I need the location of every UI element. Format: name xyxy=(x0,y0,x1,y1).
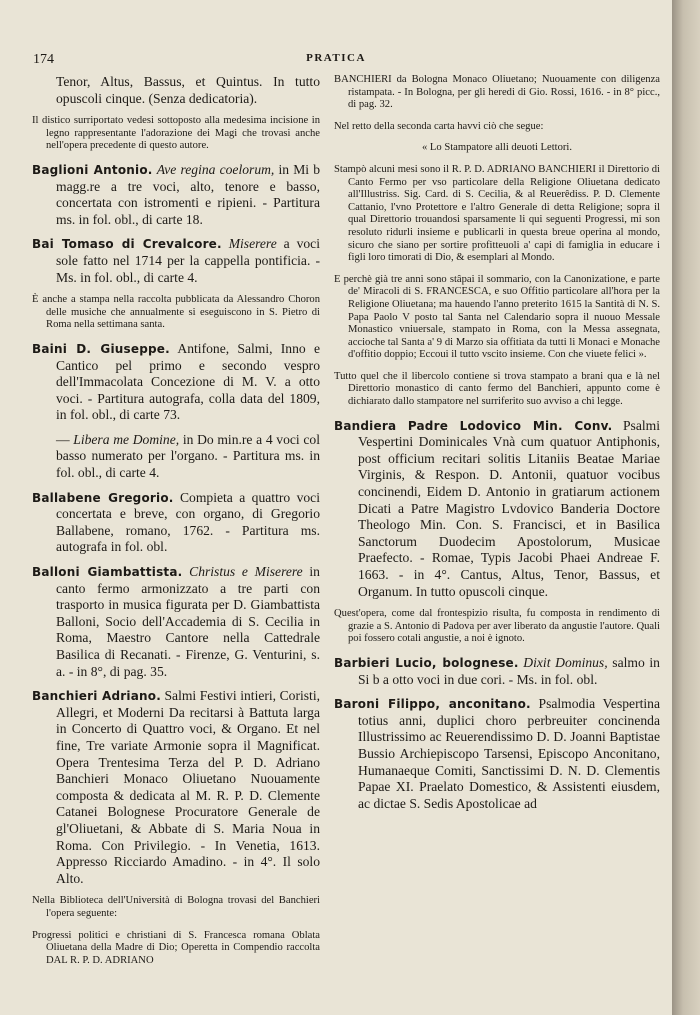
note: Nel retto della seconda carta havvi ciò che segue: xyxy=(334,120,544,132)
catalog-entry xyxy=(334,696,660,812)
entry-continuation: Tenor, Altus, Bassus, et Quintus. In tutto opuscoli cinque. (Senza dedicatoria). xyxy=(56,74,320,106)
entry-text: a voci sole fatto nel 1714 per la cappella pontificia. - Ms. in fol. obl., di carte 4. xyxy=(56,236,320,285)
catalog-entry xyxy=(32,162,320,228)
entry-title: Dixit Dominus, xyxy=(523,654,608,670)
note: Nella Biblioteca dell'Università di Bologna trovasi del Banchieri l'opera seguente: xyxy=(32,895,320,919)
quote-paragraph: E perchè già tre anni sono stâpai il sommario, con la Canonizatione, e parte de' Miracoli di S. FRANCESCA, e suo Offitio particolare all'hora per la Religione Oliuetana; ma hauendo l'anno preterito 1615 la Santità di N. S. Papa Paolo V posto tal Santa nel Calendario sopra il nuouo Messale Monastico vniuersale, stampato in Roma, con la Messa assegnata, accioche tal Santa a' 9 di Marzo sia offitiata da tutti li Monaci e Monache d'offitio doppio; Eccoui il tutto vscito insieme. Con che viuete felici ». xyxy=(334,273,660,361)
running-head: PRATICA xyxy=(306,52,366,64)
note: È anche a stampa nella raccolta pubblicata da Alessandro Choron delle musiche che annualmente si eseguiscono in S. Pietro di Roma nella settimana santa. xyxy=(32,294,320,331)
page-number: 174 xyxy=(33,52,54,67)
entry-name: Ballabene Gregorio. xyxy=(32,490,174,505)
catalog-entry xyxy=(32,341,320,424)
quote-paragraph: Stampò alcuni mesi sono il R. P. D. ADRIANO BANCHIERI il Direttorio di Canto Fermo per vso particolare della Religione Oliuetana dedicato all'Illustriss. Sig. Card. di S. Cecilia, & al Reuerêdiss. P. D. Clemente Cattanio, l'vno Protettore e l'altro Generale di detta Religione; sopra il qual Direttorio trouandosi sparsamente li qui seguenti Progressi, mi son resoluto ridurli insieme e publicarli in questa breue operina al mondo, sicuro che siano per sortire profitteuoli a' capi di famiglia in educare i figli loro timorati di Dio, & esemplari al Mondo. xyxy=(334,163,660,264)
entry-name: Baini D. Giuseppe. xyxy=(32,341,170,356)
entry-text: in canto fermo armonizzato a tre parti con trasporto in musica figurata per D. Giambattista Balloni, Socio dell'Accademia di S. Cecilia in Roma, Maestro Cantore nella Cattedrale Basilica di Recanati. - Firenze, G. Venturini, s. a. - in 8°, di pag. 35. xyxy=(56,564,320,679)
catalog-entry xyxy=(334,655,660,688)
note-citation: BANCHIERI da Bologna Monaco Oliuetano; Nuouamente con diligenza ristampata. - In Bologna, per gli heredi di Gio. Rossi, 1616. - in 8° picc., di pag. 32. xyxy=(334,74,660,111)
entry-text: Psalmi Vespertini Dominicales Vnà cum quatuor Antiphonis, post officium recitari solitis Litaniis Beatae Mariae Virginis, & Respon. D. Antonii, quatuor vocibus concinendi, Eidem D. Antonio in gratiarum actionem Dicati a Patre Magistro Lvdovico Banderia Doctore Theologo Min. Con. S. Francisci, et in Basilica Sanctorum Duodecim Apostolorum, Musicae Praefecto. - Romae, Typis Jacobi Phaei Andreae F. 1663. - in 4°. Cantus, Altus, Tenor, Bassus, et Organum. In tutto opuscoli cinque. xyxy=(358,417,660,599)
entry-title: Ave regina coelorum, xyxy=(156,161,275,177)
entry-text: in Do min.re a 4 voci col basso numerato per l'organo. - Partitura ms. in fol. obl., di carte 4. xyxy=(56,431,320,481)
note: Il distico surriportato vedesi sottoposto alla medesima incisione in legno rappresentante l'adorazione dei Magi che trovasi anche nell'opera precedente di questo autore. xyxy=(32,115,320,152)
entry-text: Compieta a quattro voci concertata e breve, con organo, di Gregorio Ballabene, romano, 1762. - Partitura ms. autografa in fol. obl. xyxy=(56,489,320,555)
book-gutter xyxy=(672,0,700,1015)
entry-dash: — xyxy=(56,431,74,447)
right-column xyxy=(334,74,660,820)
catalog-entry xyxy=(32,490,320,556)
entry-text: salmo in Si b a otto voci in due cori. - Ms. in fol. obl. xyxy=(358,654,660,687)
entry-text: in Mi b magg.re a tre voci, alto, tenore e basso, concertata con istromenti e ripieni. - Partitura ms. in fol. obl., di carte 18. xyxy=(56,161,320,227)
note-citation: Progressi politici e christiani di S. Francesca romana Oblata Oliuetana della Madre di Dio; Operetta in Compendio raccolta DAL R. P. D. ADRIANO xyxy=(32,929,320,966)
entry-name: Baroni Filippo, anconitano. xyxy=(334,697,531,712)
catalog-entry xyxy=(32,236,320,286)
entry-name: Bai Tomaso di Crevalcore. xyxy=(32,237,222,252)
quote-heading: « Lo Stampatore alli deuoti Lettori. xyxy=(421,142,573,154)
catalog-sub-entry xyxy=(32,432,320,482)
entry-title: Libera me Domine, xyxy=(73,431,180,447)
catalog-entry xyxy=(334,418,660,601)
entry-title: Christus e Miserere xyxy=(189,564,303,580)
entry-name: Balloni Giambattista. xyxy=(32,565,183,580)
entry-name: Banchieri Adriano. xyxy=(32,689,161,704)
entry-name: Baglioni Antonio. xyxy=(32,162,153,177)
entry-name: Barbieri Lucio, bolognese. xyxy=(334,655,519,670)
entry-name: Bandiera Padre Lodovico Min. Conv. xyxy=(334,418,613,433)
entry-title: Miserere xyxy=(228,236,277,252)
entry-text: Antifone, Salmi, Inno e Cantico pel primo e secondo vespro dell'Immacolata Concezione di M. V. a otto voci. - Partitura autografa, colla data del 1809, in fol. obl., di carte 73. xyxy=(56,340,320,423)
note: Tutto quel che il libercolo contiene si trova stampato a brani qua e là nel Direttorio monastico di canto fermo del Banchieri, appunto come è dichiarato dallo stampatore nel surriferito suo avviso a chi legge. xyxy=(334,370,660,408)
note: Quest'opera, come dal frontespizio risulta, fu composta in rendimento di grazie a S. Antonio di Padova per aver liberato da angustie l'autore. Quali poi fossero cotali angustie, a noi è ignoto. xyxy=(334,608,660,645)
catalog-entry xyxy=(32,688,320,887)
catalog-entry xyxy=(32,564,320,680)
left-column xyxy=(32,74,320,976)
entry-text: Salmi Festivi intieri, Coristi, Allegri, et Moderni Da recitarsi à Battuta larga in Concerto di Quattro voci, & Organo. Et nel fine, Tre variate Armonie sopra il Magnificat. Opera Trentesima Terza del P. D. Adriano Banchieri Monaco Oliuetano Nuouamente composta & dedicata al M. R. P. D. Clemente Catanei Bolognese Procuratore Generale de gl'Oliuetani, & Abbate di S. Maria Noua in Roma. Con Privilegio. - In Venetia, 1613. Appresso Ricciardo Amadino. - in 4°. Il solo Alto. xyxy=(56,688,320,886)
entry-text: Psalmodia Vespertina totius anni, duplici choro perbreuiter concinenda Illustrissimo ac Reuerendissimo D. D. Joanni Baptistae Bussio Archiepiscopo Tarsensi, Episcopo Anconitano, Humanaeque Comiti, Sanctissimi D. N. D. Clementis Papae XI. Praelato Domestico, & Assistenti eiusdem, ac dictae S. Sedis Apostolicae ad xyxy=(358,696,660,811)
